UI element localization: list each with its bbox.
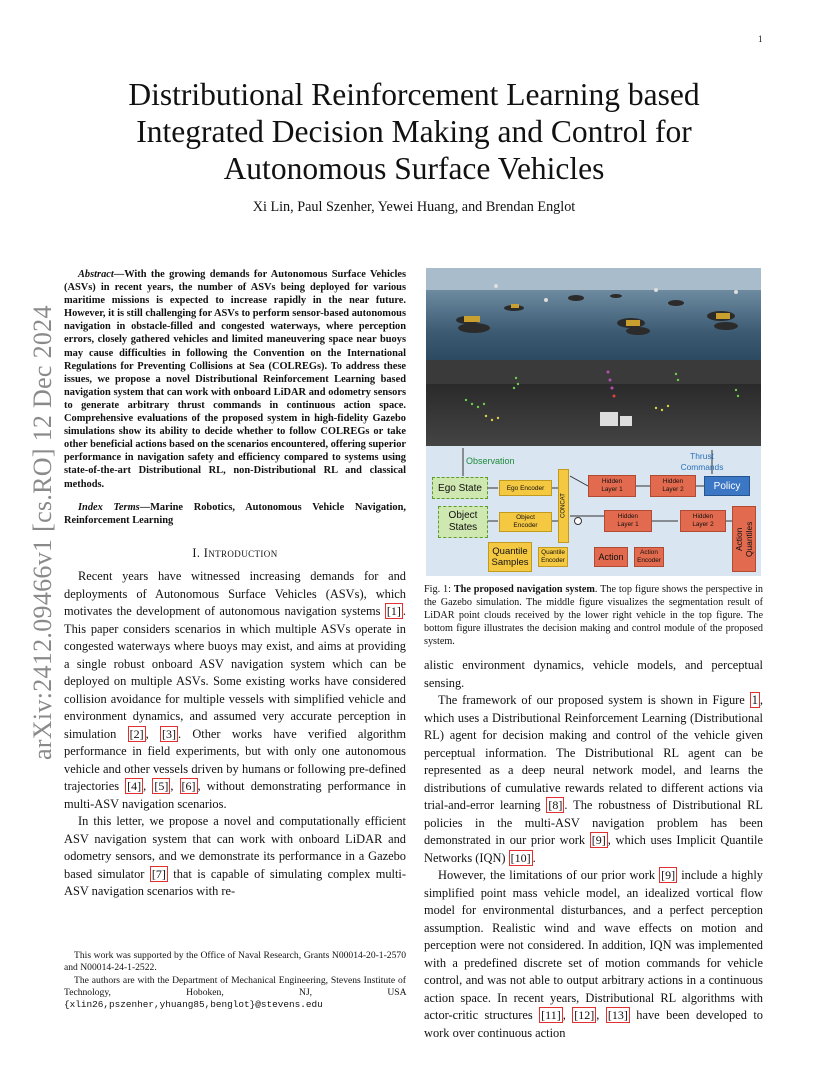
citation-link[interactable]: [9] [591, 833, 606, 847]
footnote-affiliation: The authors are with the Department of Mechanical Engineering, Stevens Institute of Technology, Hoboken, NJ, USA {xlin26,pszenher,yhuang85,benglot}@stevens.edu [64, 975, 406, 1010]
hidden-layer-1-top-box: Hidden Layer 1 [588, 475, 636, 497]
abstract-lead: Abstract [78, 269, 114, 280]
hidden-layer-2-top-box: Hidden Layer 2 [650, 475, 696, 497]
policy-box: Policy [704, 476, 750, 496]
paper-title: Distributional Reinforcement Learning based Integrated Decision Making and Control for Autonomous Surface Vehicles [128, 77, 700, 186]
right-paragraph-0: alistic environment dynamics, vehicle models, and perceptual sensing. [424, 658, 763, 690]
index-terms-lead: Index Terms [78, 501, 140, 513]
lidar-segmentation-image [426, 360, 761, 446]
footnote-funding: This work was supported by the Office of Naval Research, Grants N00014-20-1-2570 and N00014-24-1-2522. [64, 950, 406, 973]
figure-link[interactable]: 1 [751, 693, 758, 707]
right-column [424, 657, 763, 1042]
intro-paragraph-1: Recent years have witnessed increasing demands for and deployments of Autonomous Surface Vehicles (ASVs), which motivates the development of autonomous navigation systems [1] . This paper considers scenarios in which multiple ASVs operate in congested waterways where buoys may exist, and aims at providing a single robust onboard ASV navigation system which can be deployed on multiple ASVs. Some existing works have considered collision avoidance for multiple vessels with simplified vehicle and environment dynamics, and assumed very accurate perception in simulation [2] , [3] . Other works have verified algorithm performance in field experiments, but with only one autonomous vehicle and other vessels driven by humans or following pre-defined trajectories [4] , [5] , [6] , without demonstrating performance in multi-ASV navigation scenarios. [64, 569, 407, 811]
concat-box: CONCAT [558, 469, 569, 543]
ego-encoder-box: Ego Encoder [499, 480, 552, 496]
right-paragraph-2: However, the limitations of our prior work [9] include a highly simplified point mass vehicle model, an idealized vortical flow model for environmental disturbances, and a perfect perception assumption. Realistic wind and wave effects on motion and perception were not considered. In addition, IQN was implemented with a predefined discrete set of motion commands for vehicle control, and was not able to output arbitrary actions in a continuous action space. In recent years, Distributional RL algorithms with actor-critic structures [11] , [12] , [13] have been developed to work over continuous action [424, 868, 763, 1040]
footnotes [64, 950, 406, 1012]
citation-link[interactable]: [6] [181, 779, 196, 794]
observation-label: Observation [466, 456, 515, 466]
section-heading-introduction: I. Introduction [192, 545, 278, 560]
ego-state-box: Ego State [432, 477, 488, 499]
citation-link[interactable]: [13] [607, 1008, 628, 1022]
arxiv-stamp: arXiv:2412.09466v1 [cs.RO] 12 Dec 2024 [28, 305, 57, 760]
gazebo-simulation-image [426, 268, 761, 360]
object-encoder-box: Object Encoder [499, 512, 552, 532]
object-states-box: Object States [438, 506, 488, 538]
hidden-layer-2-bottom-box: Hidden Layer 2 [680, 510, 726, 532]
page-number: 1 [758, 34, 763, 44]
citation-link[interactable]: [9] [661, 868, 676, 882]
citation-link[interactable]: [5] [154, 779, 169, 794]
citation-link[interactable]: [1] [386, 604, 401, 619]
decision-module-diagram [426, 446, 761, 576]
author-emails[interactable]: {xlin26,pszenher,yhuang85,benglot}@stevens.edu [64, 999, 323, 1010]
citation-link[interactable]: [3] [161, 726, 176, 741]
citation-link[interactable]: [7] [151, 866, 166, 881]
index-terms: Index Terms—Marine Robotics, Autonomous Vehicle Navigation, Reinforcement Learning [64, 501, 406, 526]
hidden-layer-1-bottom-box: Hidden Layer 1 [604, 510, 652, 532]
citation-link[interactable]: [11] [541, 1008, 561, 1022]
figure-caption: Fig. 1: The proposed navigation system. The top figure shows the perspective in the Gazebo simulation. The middle figure visualizes the segmentation result of LiDAR point clouds received by the lower right vehicle in the top figure. The bottom figure illustrates the decision making and control module of the proposed system. [424, 584, 763, 647]
citation-link[interactable]: [10] [510, 850, 531, 865]
citation-link[interactable]: [12] [574, 1008, 595, 1022]
action-quantiles-box: Action Quantiles [732, 506, 756, 572]
abstract: Abstract—With the growing demands for Autonomous Surface Vehicles (ASVs) in recent years, the number of ASVs being deployed for various maritime missions is expected to increase rapidly in the near future. However, it is still challenging for ASVs to perform sensor-based autonomous navigation in obstacle-filled and congested waterways, where perception errors, closely gathered vehicles and limited maneuvering space near buoys may cause difficulties in following the Convention on the International Regulations for Preventing Collisions at Sea (COLREGs). To address these issues, we propose a novel Distributional Reinforcement Learning based navigation system that can work with onboard LiDAR and odometry sensors to generate arbitrary thrust commands in continuous action space. Comprehensive evaluations of the proposed system in high-fidelity Gazebo simulations show its ability to decide whether to follow COLREGs or take other beneficial actions based on the scenarios encountered, offering superior performance in navigation safety and efficiency compared to systems using state-of-the-art Distributional RL, non-Distributional RL and classical methods. [64, 269, 406, 490]
index-terms-text: Marine Robotics, Autonomous Vehicle Navigation, Reinforcement Learning [64, 501, 406, 526]
thrust-commands-label: Thrust Commands [680, 451, 724, 472]
action-box: Action [594, 547, 628, 567]
quantile-encoder-box: Quantile Encoder [538, 547, 568, 567]
citation-link[interactable]: [4] [127, 779, 142, 794]
figure-1 [426, 268, 761, 576]
intro-paragraph-2: In this letter, we propose a novel and computationally efficient ASV navigation system that can work with onboard LiDAR and odometry sensors, and we demonstrate its performance in a Gazebo based simulator [7] that is capable of simulating complex multi-ASV navigation scenarios with re- [64, 814, 406, 899]
citation-link[interactable]: [8] [548, 798, 563, 812]
left-column [64, 268, 406, 901]
right-paragraph-1: The framework of our proposed system is shown in Figure 1 , which uses a Distributional Reinforcement Learning (Distributional RL) agent for decision making and control of the vehicle given perceptual information. The Distributional RL agent can be represented as a deep neural network model, and learns the distributions of cumulative rewards related to different actions via trial-and-error learning [8] . The robustness of Distributional RL policies in the multi-ASV navigation problem has been demonstrated in our prior work [9] , which uses Implicit Quantile Networks (IQN) [10] . [424, 693, 763, 865]
abstract-text: With the growing demands for Autonomous Surface Vehicles (ASVs) in recent years, the number of ASVs being deployed for various maritime missions is expected to increase rapidly in the near future. However, it is still challenging for ASVs to perform sensor-based autonomous navigation in obstacle-filled and congested waterways, where perception errors, closely gathered vehicles and limited maneuvering space near buoys may cause difficulties in following the Convention on the International Regulations for Preventing Collisions at Sea (COLREGs). To address these issues, we propose a novel Distributional Reinforcement Learning based navigation system that can work with onboard LiDAR and odometry sensors to generate arbitrary thrust commands in continuous action space. Comprehensive evaluations of the proposed system in high-fidelity Gazebo simulations show its ability to decide whether to follow COLREGs or take other beneficial actions based on the scenarios encountered, offering superior performance in navigation safety and efficiency compared to systems using state-of-the-art Distributional RL, non-Distributional RL and classical methods. [64, 269, 406, 490]
citation-link[interactable]: [2] [129, 726, 144, 741]
author-list: Xi Lin, Paul Szenher, Yewei Huang, and Brendan Englot [252, 199, 576, 215]
action-encoder-box: Action Encoder [634, 547, 664, 567]
quantile-samples-box: Quantile Samples [488, 542, 532, 572]
